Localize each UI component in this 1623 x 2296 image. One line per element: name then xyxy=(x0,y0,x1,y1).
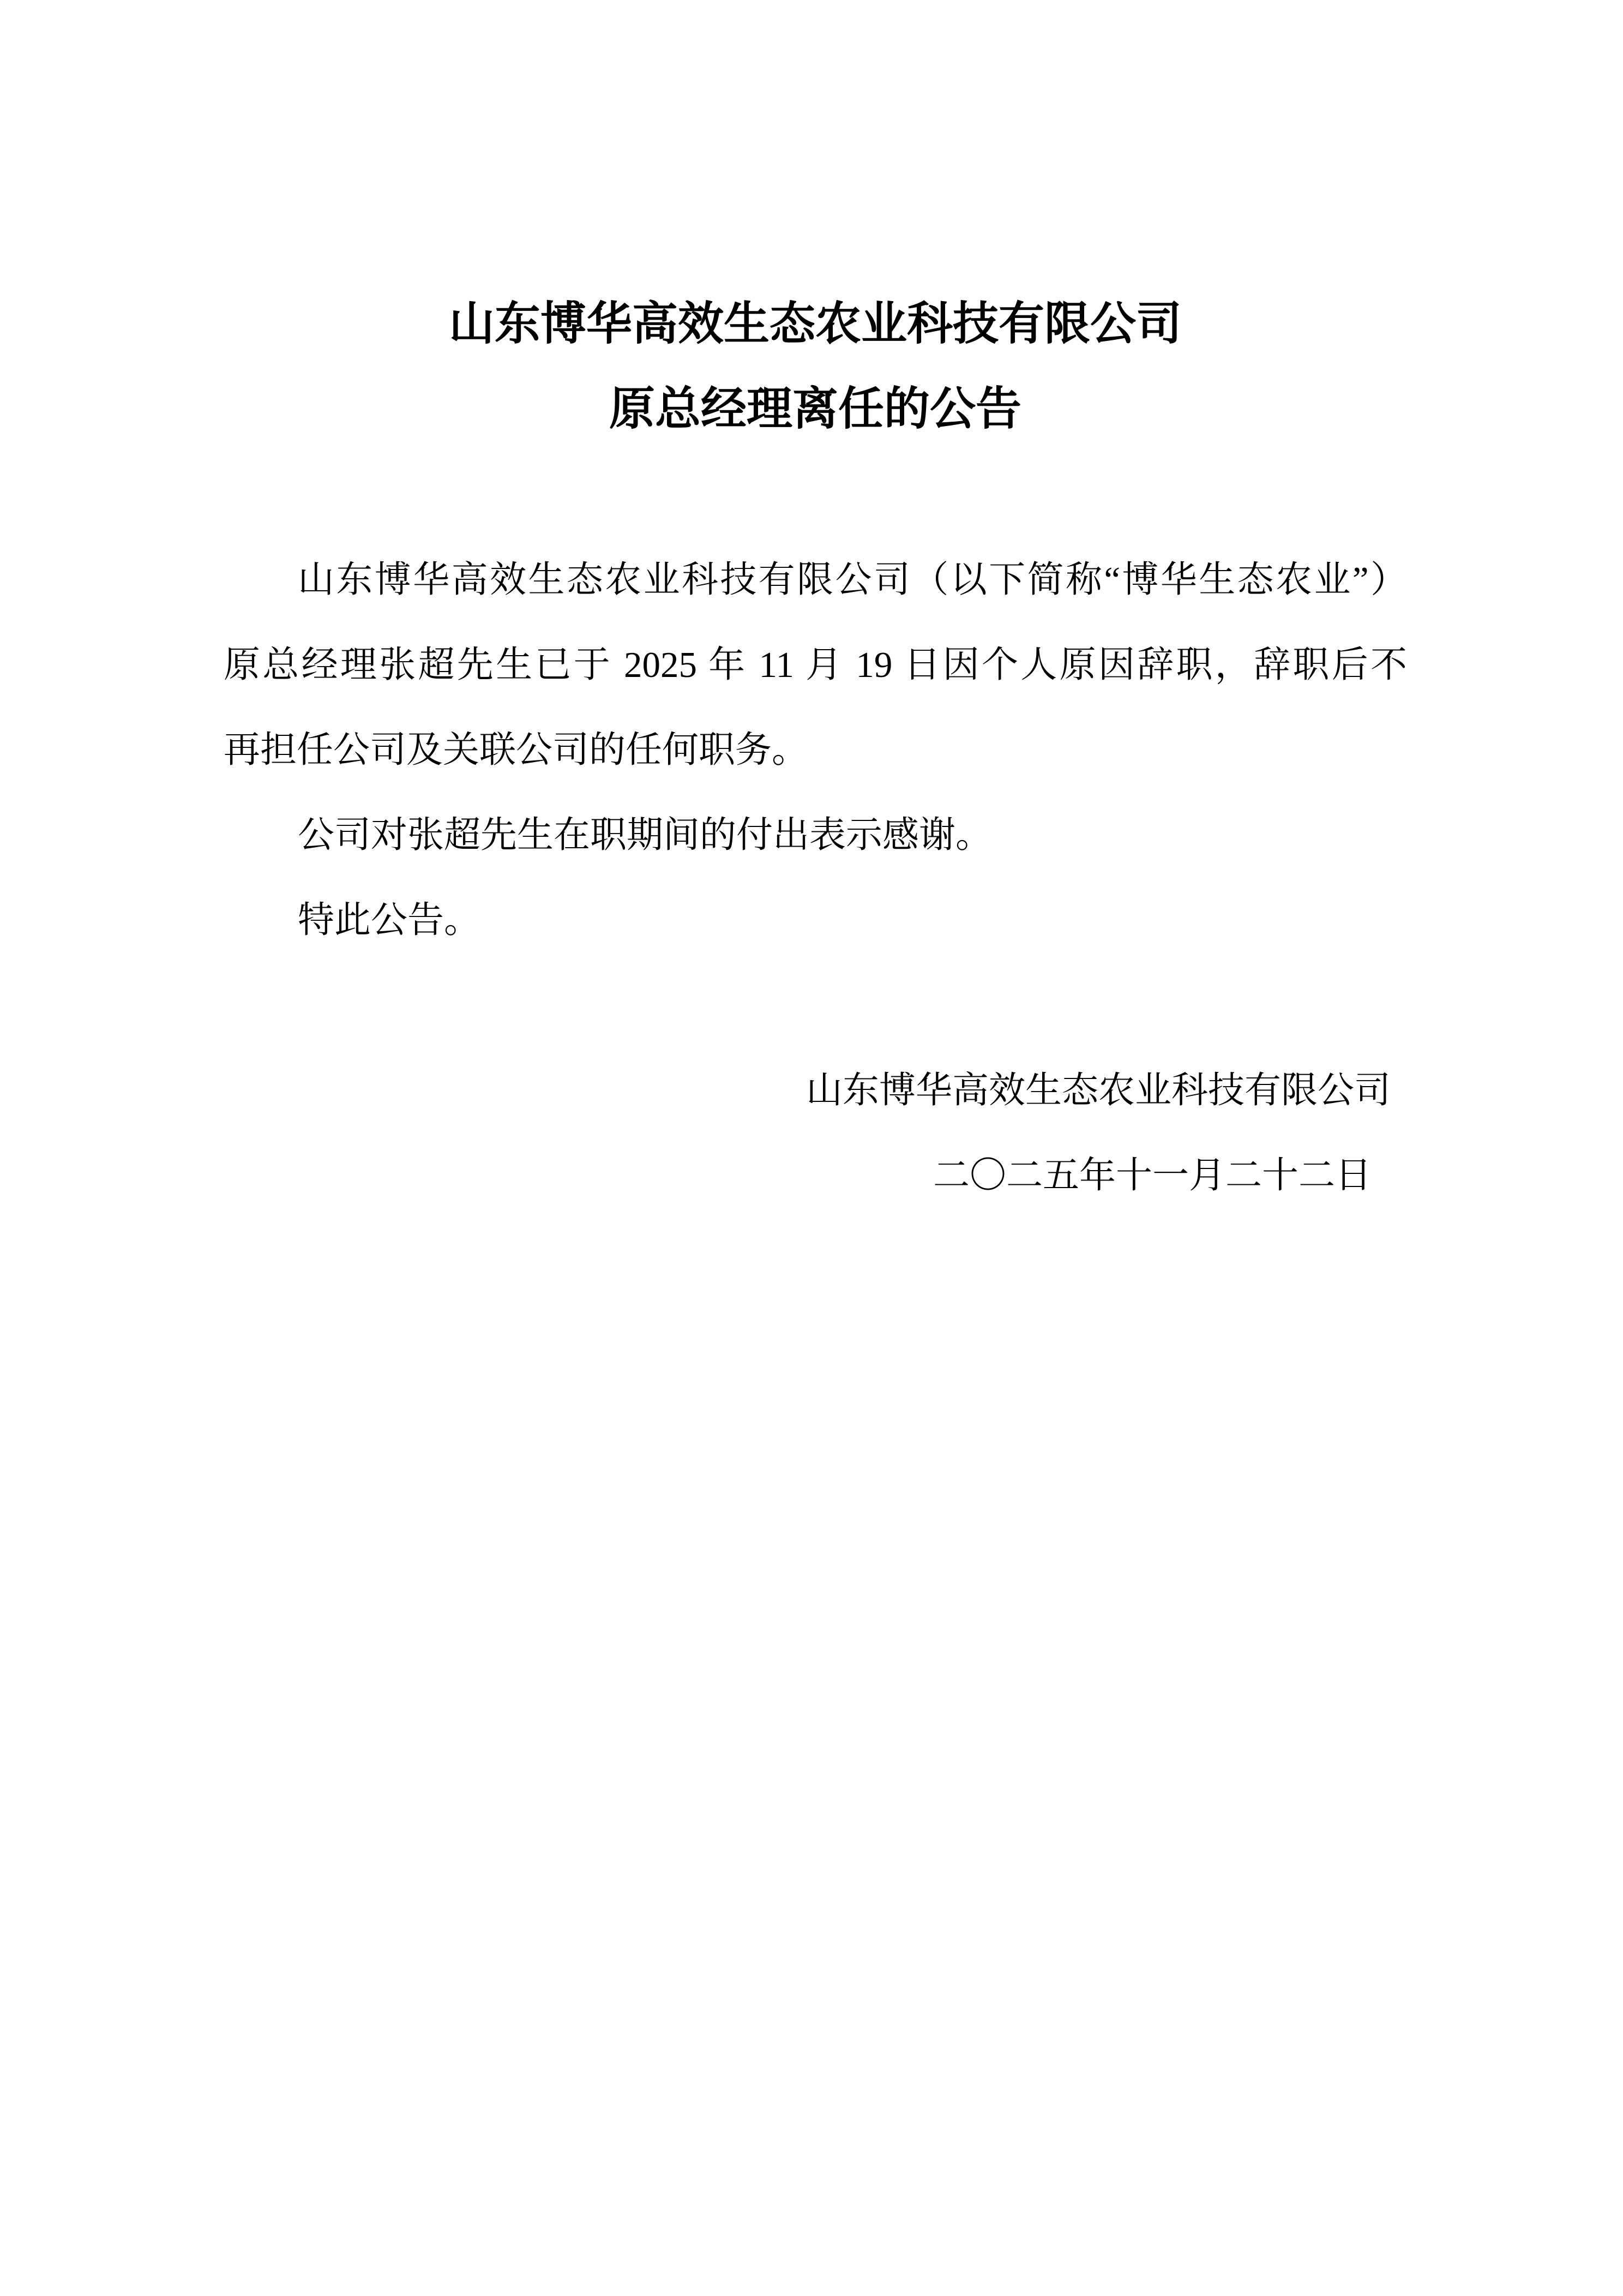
paragraph3: 特此公告。 xyxy=(298,900,480,940)
signature-date: 二〇二五年十一月二十二日 xyxy=(933,1155,1372,1196)
paragraph2: 公司对张超先生在职期间的付出表示感谢。 xyxy=(298,815,992,855)
paragraph1-line3: 再担任公司及关联公司的任何职务。 xyxy=(224,730,808,770)
blank-line xyxy=(224,452,1407,537)
paragraph1-line1: 山东博华高效生态农业科技有限公司（以下简称“博华生态农业”） xyxy=(298,560,1407,600)
blank-line xyxy=(224,963,1407,1048)
document-title-line1: 山东博华高效生态农业科技有限公司 xyxy=(448,299,1182,350)
document-title-line2: 原总经理离任的公告 xyxy=(609,384,1021,435)
paragraph1-line2: 原总经理张超先生已于 2025 年 11 月 19 日因个人原因辞职，辞职后不 xyxy=(224,645,1407,685)
signature-company: 山东博华高效生态农业科技有限公司 xyxy=(806,1070,1391,1111)
